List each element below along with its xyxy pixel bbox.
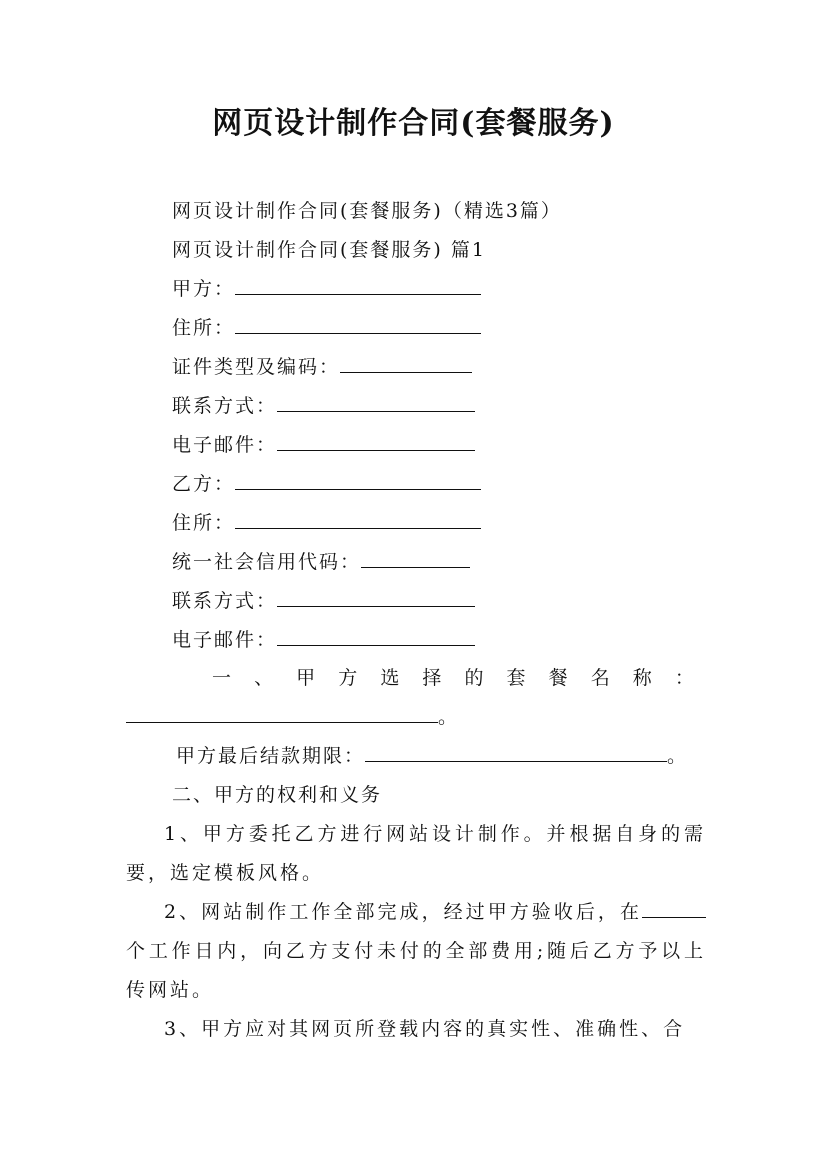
package-heading-char: 一 [212,667,232,689]
document-subtitle: 网页设计制作合同(套餐服务)（精选3篇） [172,200,562,222]
package-heading-char: 套 [506,667,526,689]
party-b-address-row [172,510,481,536]
party-b-credit-code-label: 统一社会信用代码： [172,551,362,573]
clause-2-3: 3、甲方应对其网页所登载内容的真实性、准确性、合 [164,1018,686,1040]
party-a-address-label: 住所： [172,317,236,339]
package-heading-char: 、 [254,667,274,689]
package-heading-char: 餐 [548,667,568,689]
package-name-end: 。 [438,706,460,728]
package-name-field[interactable] [126,704,438,723]
package-name-heading [212,665,694,691]
package-heading-char: 择 [422,667,442,689]
package-heading-char: 选 [380,667,400,689]
party-b-credit-code-field[interactable] [361,549,470,568]
party-b-address-field[interactable] [235,510,481,529]
section-2-heading: 二、甲方的权利和义务 [172,784,383,806]
party-b-row [172,471,481,497]
party-b-label: 乙方： [172,473,236,495]
party-b-contact-field[interactable] [277,588,475,607]
party-a-id-field[interactable] [340,354,472,373]
party-a-row [172,276,481,302]
party-a-contact-field[interactable] [277,393,475,412]
clause-2-1: 1、甲方委托乙方进行网站设计制作。并根据自身的需要，选定模板风格。 [126,823,706,884]
party-a-id-row [172,354,472,380]
package-heading-char: 甲 [296,667,316,689]
party-b-name-field[interactable] [235,471,481,490]
package-heading-char: 名 [590,667,610,689]
party-b-email-row [172,627,475,653]
party-a-email-label: 电子邮件： [172,434,278,456]
party-a-address-row [172,315,481,341]
package-name-row [126,704,459,730]
party-b-email-label: 电子邮件： [172,629,278,651]
clause-2-2-text-a: 2、网站制作工作全部完成，经过甲方验收后，在 [164,901,642,923]
clause-2-2-text-b: 个工作日内，向乙方支付未付的全部费用;随后乙方予以上传网站。 [126,940,706,1001]
party-b-contact-label: 联系方式： [172,590,278,612]
party-b-address-label: 住所： [172,512,236,534]
party-a-contact-row [172,393,475,419]
party-a-address-field[interactable] [235,315,481,334]
payment-deadline-label: 甲方最后结款期限： [176,745,366,767]
party-b-email-field[interactable] [277,627,475,646]
party-a-label: 甲方： [172,278,236,300]
contract-heading: 网页设计制作合同(套餐服务) 篇1 [172,239,486,261]
payment-deadline-end: 。 [667,745,689,767]
party-a-id-label: 证件类型及编码： [172,356,341,378]
document-title: 网页设计制作合同(套餐服务) [212,106,615,141]
party-b-credit-code-row [172,549,470,575]
party-b-contact-row [172,588,475,614]
package-heading-char: 的 [464,667,484,689]
payment-deadline-field[interactable] [365,743,667,762]
package-heading-char: 称 [632,667,652,689]
clause-2-2 [126,893,706,1010]
working-days-field[interactable] [642,899,706,918]
party-a-contact-label: 联系方式： [172,395,278,417]
package-heading-char: 方 [338,667,358,689]
party-a-name-field[interactable] [235,276,481,295]
package-heading-char: ： [674,667,694,689]
party-a-email-row [172,432,475,458]
party-a-email-field[interactable] [277,432,475,451]
payment-deadline-row [176,743,688,769]
